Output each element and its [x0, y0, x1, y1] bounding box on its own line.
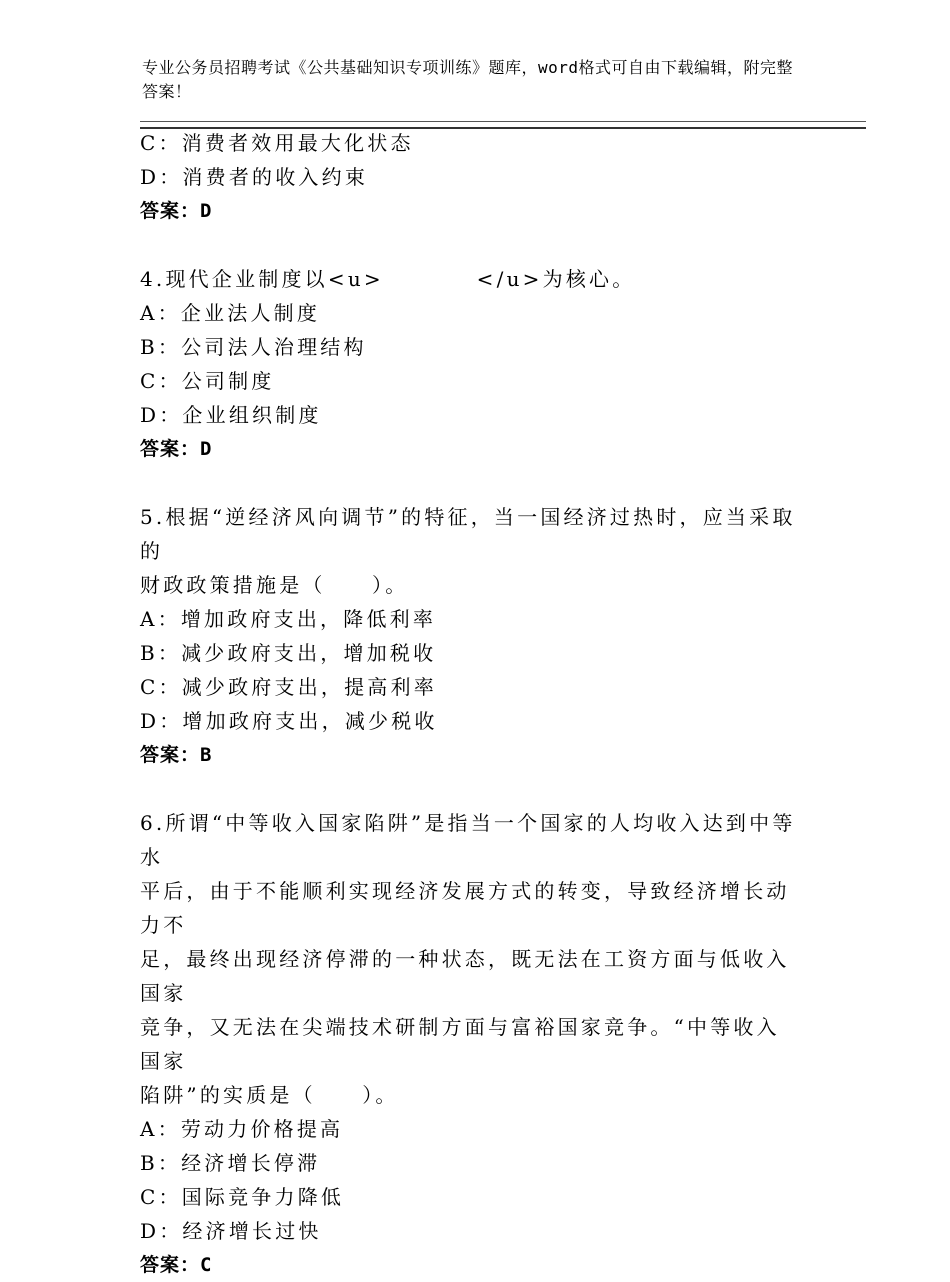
option-b: B：减少政府支出，增加税收: [140, 641, 437, 665]
question-stem-line: 6.所谓“中等收入国家陷阱”是指当一个国家的人均收入达到中等水: [140, 811, 796, 869]
option-b: B：公司法人治理结构: [140, 335, 367, 359]
question-block-6: [140, 806, 800, 1282]
option-d: D：企业组织制度: [140, 403, 322, 427]
option-b: B：经济增长停滞: [140, 1151, 321, 1175]
option-c: C：减少政府支出，提高利率: [140, 675, 437, 699]
option-c: C：消费者效用最大化状态: [140, 131, 414, 155]
answer-line: 答案：D: [140, 200, 213, 222]
question-stem-line: 足，最终出现经济停滞的一种状态，既无法在工资方面与低收入国家: [140, 947, 790, 1005]
page-header: 专业公务员招聘考试《公共基础知识专项训练》题库，word格式可自由下载编辑，附完整答案！: [142, 58, 794, 101]
option-a: A：增加政府支出，降低利率: [140, 607, 437, 631]
question-stem-line: 平后，由于不能顺利实现经济发展方式的转变，导致经济增长动力不: [140, 879, 790, 937]
option-c: C：公司制度: [140, 369, 275, 393]
answer-line: 答案：D: [140, 438, 213, 460]
answer-line: 答案：B: [140, 744, 213, 766]
answer-line: 答案：C: [140, 1254, 213, 1276]
option-d: D：增加政府支出，减少税收: [140, 709, 438, 733]
question-stem-line: 5.根据“逆经济风向调节”的特征，当一国经济过热时，应当采取的: [140, 505, 796, 563]
question-block-partial: [140, 126, 800, 228]
question-list: [140, 126, 800, 1282]
question-block-5: [140, 500, 800, 772]
question-block-4: [140, 262, 800, 466]
question-stem-line: 4.现代企业制度以<u> </u>为核心。: [140, 267, 636, 291]
question-stem-line: 竞争，又无法在尖端技术研制方面与富裕国家竞争。“中等收入国家: [140, 1015, 780, 1073]
option-a: A：劳动力价格提高: [140, 1117, 344, 1141]
option-d: D：消费者的收入约束: [140, 165, 369, 189]
option-c: C：国际竞争力降低: [140, 1185, 345, 1209]
question-stem-line: 陷阱”的实质是（ ）。: [140, 1083, 399, 1107]
question-stem-line: 财政政策措施是（ ）。: [140, 573, 409, 597]
option-d: D：经济增长过快: [140, 1219, 322, 1243]
option-a: A：企业法人制度: [140, 301, 321, 325]
